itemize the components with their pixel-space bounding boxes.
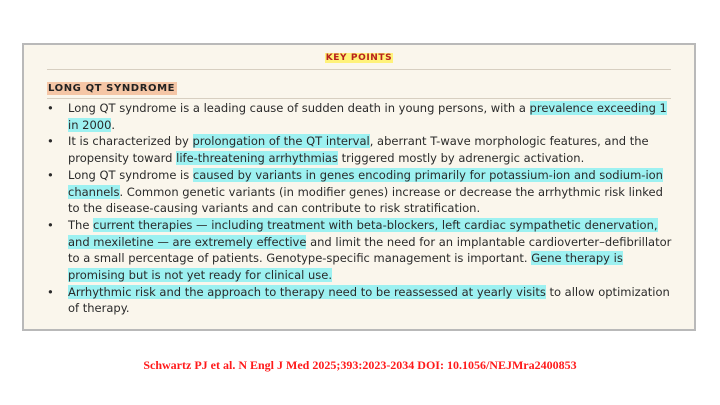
key-point-item — [46, 167, 676, 217]
key-points-header — [24, 53, 694, 63]
body-text: and limit the need for an implantable cardioverter–defibrillator to a small percentage of patients. Genotype-specific management is important. — [68, 234, 672, 266]
body-text: triggered mostly by adrenergic activation. — [337, 151, 585, 166]
body-text: Long QT syndrome is a leading cause of sudden death in young persons, with a — [68, 101, 530, 115]
body-text: . Common genetic variants (in modifier genes) increase or decrease the arrhythmic risk linked to the disease-causing variants and can contribute to risk stratification. — [68, 184, 663, 216]
highlighted-text: prolongation of the QT interval — [192, 134, 370, 149]
highlighted-text: Gene therapy is promising but is not yet ready for clinical use. — [68, 251, 623, 283]
section-title: LONG QT SYNDROME — [48, 83, 176, 94]
header-divider — [47, 69, 671, 70]
title-divider — [47, 98, 671, 99]
highlighted-text: Arrhythmic risk and the approach to therapy need to be reassessed at yearly visits — [68, 284, 546, 299]
body-text: , aberrant T-wave morphologic features, and the propensity toward — [68, 134, 649, 166]
key-point-item — [46, 284, 676, 317]
key-points-label: KEY POINTS — [325, 53, 393, 63]
key-point-item — [46, 133, 676, 166]
key-points-list — [46, 100, 676, 317]
highlighted-text: life-threatening arrhythmias — [176, 151, 338, 166]
body-text: The — [68, 217, 94, 232]
citation: Schwartz PJ et al. N Engl J Med 2025;393:2023-2034 DOI: 10.1056/NEJMra2400853 — [143, 358, 577, 372]
body-text: to allow optimization of therapy. — [68, 284, 670, 316]
body-text: It is characterized by — [68, 134, 193, 149]
highlighted-text: caused by variants in genes encoding primarily for potassium-ion and sodium-ion channels — [68, 167, 663, 199]
highlighted-text: prevalence exceeding 1 in 2000 — [68, 101, 667, 132]
key-points-box — [22, 43, 696, 331]
body-text: Long QT syndrome is — [68, 167, 193, 182]
highlighted-text: current therapies — including treatment with beta-blockers, left cardiac sympathetic denervation, and mexiletine — are extremely effective — [68, 217, 658, 249]
key-point-item — [46, 100, 676, 133]
key-point-item — [46, 217, 676, 284]
body-text: . — [111, 117, 116, 132]
